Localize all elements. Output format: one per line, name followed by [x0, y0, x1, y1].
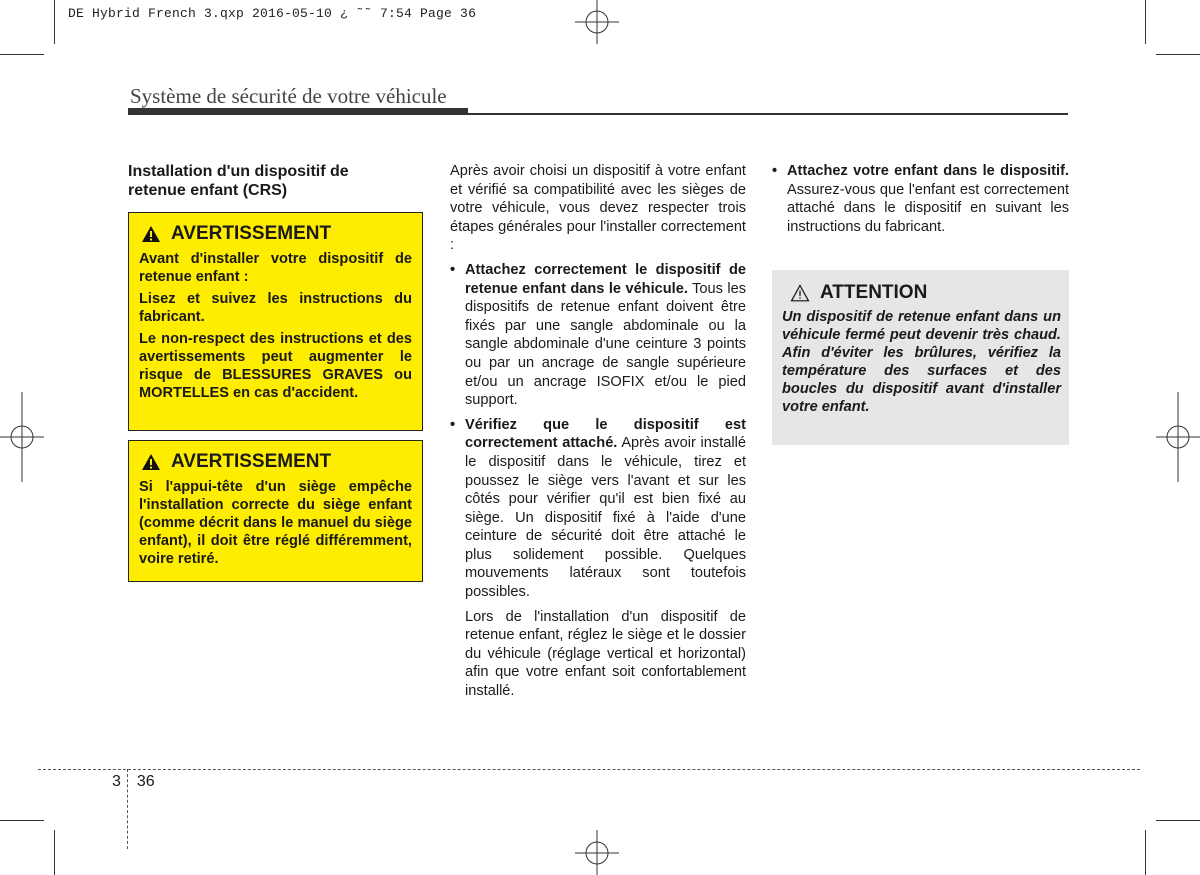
- registration-mark-icon: [0, 392, 44, 482]
- list-item: [450, 416, 746, 602]
- step-2-title: Vérifiez que le dispositif est correctement attaché.: [465, 416, 746, 452]
- bullet-icon: •: [450, 261, 456, 278]
- crop-mark: [0, 820, 44, 821]
- warning-2-header: [141, 451, 412, 473]
- step-3-text: Assurez-vous que l'enfant est correctement attaché dans le dispositif en suivant les instructions du fabricant.: [787, 181, 1069, 235]
- page-number-value: 36: [136, 773, 155, 790]
- section-title: Système de sécurité de votre véhicule: [130, 84, 447, 108]
- attention-header: [790, 282, 1061, 304]
- warning-1-text-1: Avant d'installer votre dispositif de retenue enfant :: [139, 251, 412, 285]
- header-rule: [128, 113, 1068, 115]
- registration-mark-icon: [1156, 392, 1200, 482]
- steps-list-continued: [772, 162, 1069, 236]
- list-item: [772, 162, 1069, 236]
- warning-1-label: AVERTISSEMENT: [171, 223, 332, 244]
- step-2-text: Après avoir installé le dispositif dans le véhicule, tirez et poussez le siège vers l'avant et sur les côtés pour vérifier qu'il est bien fixé au siège. Un dispositif fixé à l'aide d'une ceinture de sécurité doit être attaché le plus solidement possible. Quelques mouvements latéraux sont toutefois possibles.: [465, 435, 746, 601]
- warning-2-text-1: Si l'appui-tête d'un siège empêche l'installation correcte du siège enfant (comme décrit dans le manuel du siège enfant), il doit être réglé différemment, voire retiré.: [139, 479, 412, 567]
- section-heading: [128, 162, 428, 200]
- attention-box: [772, 270, 1069, 445]
- warning-1-text-3: Le non-respect des instructions et des avertissements peut augmenter le risque de BLESSURES GRAVES ou MORTELLES en cas d'accident.: [139, 331, 412, 401]
- steps-list: [450, 261, 746, 602]
- print-slug: DE Hybrid French 3.qxp 2016-05-10 ¿ ˜˜ 7:54 Page 36: [68, 6, 477, 21]
- intro-paragraph: Après avoir choisi un dispositif à votre enfant et vérifié sa compatibilité avec les sièges de votre véhicule, vous devez respecter trois étapes générales pour l'installer correctement :: [450, 163, 746, 254]
- section-heading-line2: retenue enfant (CRS): [128, 182, 288, 199]
- attention-label: ATTENTION: [820, 282, 928, 303]
- right-column: [772, 162, 1069, 242]
- step-1-title: Attachez correctement le dispositif de retenue enfant dans le véhicule.: [465, 261, 746, 297]
- crop-mark: [0, 54, 44, 55]
- step-3-title: Attachez votre enfant dans le dispositif.: [787, 163, 1069, 179]
- crop-mark: [1156, 54, 1200, 55]
- registration-mark-icon: [572, 830, 622, 875]
- adjust-seat-paragraph: Lors de l'installation d'un dispositif de retenue enfant, réglez le siège et le dossier du véhicule (réglage vertical et horizontal) afin que votre enfant soit confortablement installé.: [465, 608, 746, 700]
- chapter-number: 3: [112, 773, 121, 790]
- page-number: [112, 773, 155, 791]
- crop-mark: [54, 0, 55, 44]
- section-heading-line1: Installation d'un dispositif de: [128, 163, 349, 180]
- warning-1-header: [141, 223, 412, 245]
- warning-1-text-2: Lisez et suivez les instructions du fabricant.: [139, 291, 412, 325]
- crop-mark: [54, 830, 55, 875]
- warning-2-label: AVERTISSEMENT: [171, 451, 332, 472]
- crop-mark: [1145, 830, 1146, 875]
- registration-mark-icon: [572, 0, 622, 45]
- step-1-text: Tous les dispositifs de retenue enfant doivent être fixés par une sangle abdominale ou la sangle abdominale d'une ceinture 3 points ou par un ancrage de sangle supérieure et/ou un ancrage ISOFIX et/ou le pied support.: [465, 280, 746, 409]
- warning-triangle-icon: [141, 453, 161, 471]
- bullet-icon: •: [772, 163, 778, 179]
- caution-triangle-icon: [790, 284, 810, 302]
- warning-box-1: [128, 212, 423, 431]
- warning-triangle-icon: [141, 225, 161, 243]
- crop-mark: [1156, 820, 1200, 821]
- warning-box-2: [128, 440, 423, 582]
- bullet-icon: •: [450, 416, 456, 433]
- middle-column: [450, 162, 746, 701]
- footer-dashed-rule: [38, 769, 1140, 770]
- list-item: [450, 261, 746, 410]
- crop-mark: [1145, 0, 1146, 44]
- attention-text: Un dispositif de retenue enfant dans un véhicule fermé peut devenir très chaud. Afin d'éviter les brûlures, vérifiez la température des surfaces et des boucles du dispositif avant d'installer votre enfant.: [782, 309, 1061, 415]
